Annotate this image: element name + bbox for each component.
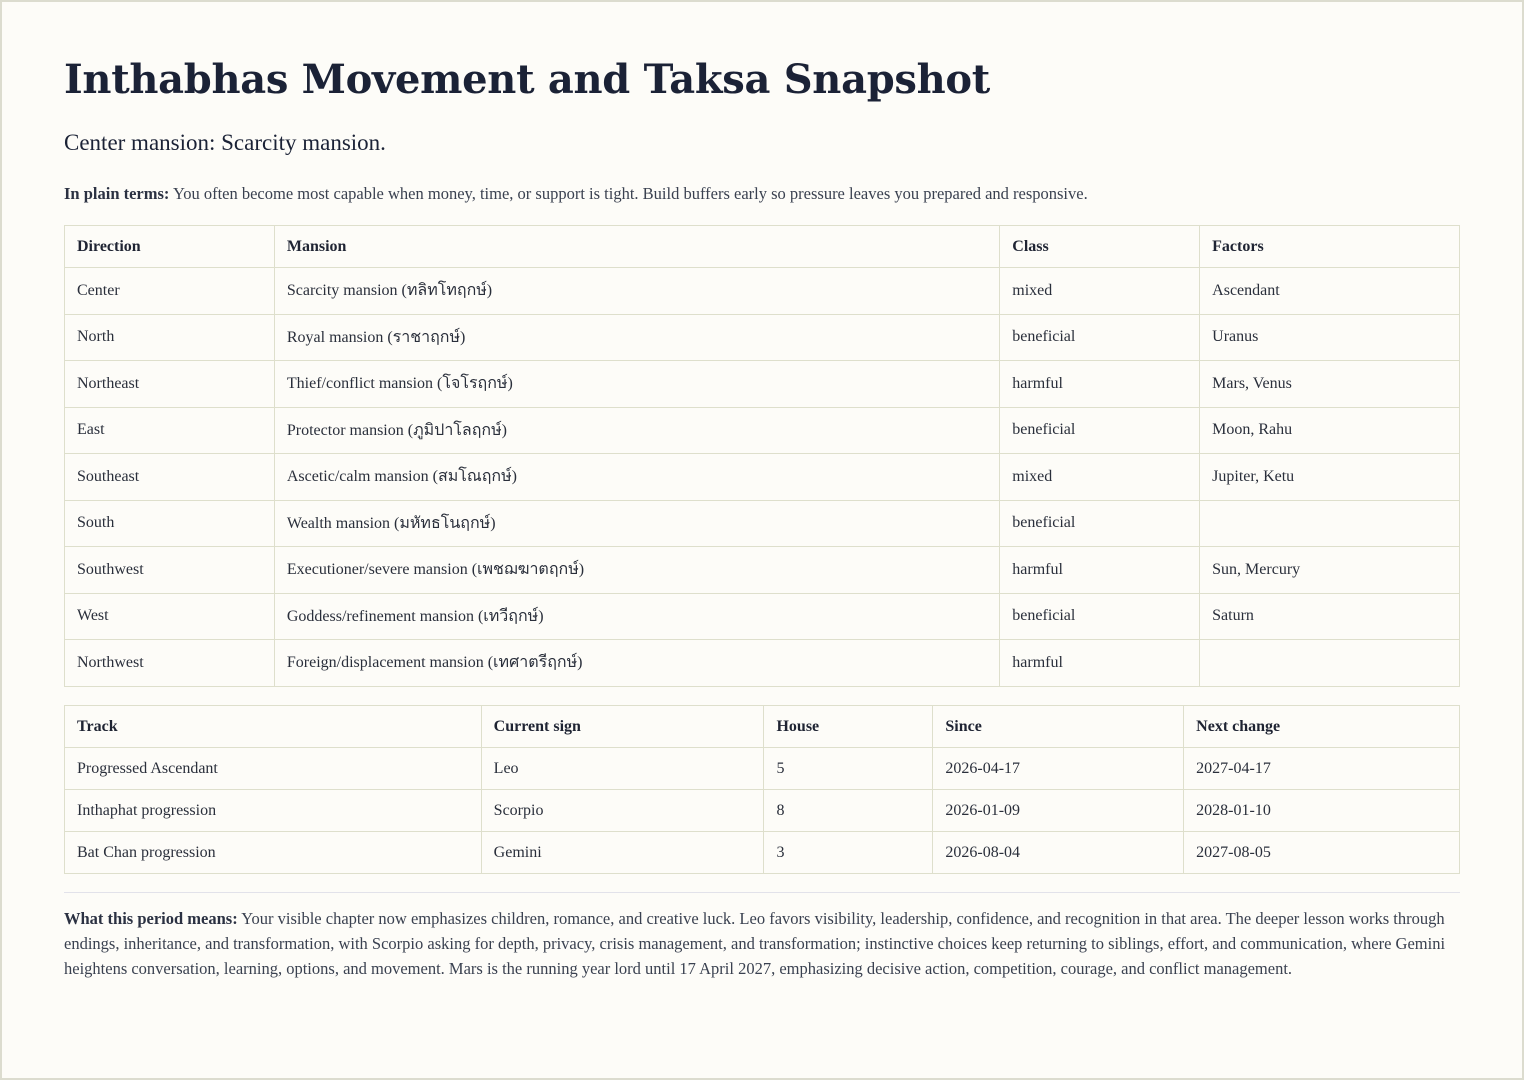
direction-cell: West bbox=[65, 593, 275, 640]
class-cell: beneficial bbox=[1000, 500, 1200, 547]
period-meaning-paragraph bbox=[64, 906, 1460, 981]
header-house: House bbox=[764, 706, 933, 748]
mansion-table bbox=[64, 225, 1460, 687]
direction-cell: Northwest bbox=[65, 640, 275, 687]
factors-cell: Ascendant bbox=[1200, 268, 1460, 315]
sign-cell: Scorpio bbox=[481, 790, 764, 832]
direction-cell: Center bbox=[65, 268, 275, 315]
table-row bbox=[65, 832, 1460, 874]
mansion-cell: Thief/conflict mansion (โจโรฤกษ์) bbox=[274, 361, 999, 408]
table-row bbox=[65, 547, 1460, 594]
class-cell: mixed bbox=[1000, 454, 1200, 501]
since-cell: 2026-01-09 bbox=[933, 790, 1184, 832]
class-cell: beneficial bbox=[1000, 314, 1200, 361]
table-row bbox=[65, 790, 1460, 832]
direction-cell: North bbox=[65, 314, 275, 361]
class-cell: beneficial bbox=[1000, 407, 1200, 454]
mansion-cell: Goddess/refinement mansion (เทวีฤกษ์) bbox=[274, 593, 999, 640]
direction-cell: South bbox=[65, 500, 275, 547]
mansion-cell: Scarcity mansion (ทลิทโทฤกษ์) bbox=[274, 268, 999, 315]
track-table-header bbox=[65, 706, 1460, 748]
period-meaning-text: Your visible chapter now emphasizes children, romance, and creative luck. Leo favors visibility, leadership, confidence, and recognition in that area. The deeper lesson works through endings, inheritance, and transformation, with Scorpio asking for depth, privacy, crisis management, and transformation; instinctive choices keep returning to siblings, effort, and communication, where Gemini heightens conversation, learning, options, and movement. Mars is the running year lord until 17 April 2027, emphasizing decisive action, competition, courage, and conflict management. bbox=[64, 909, 1446, 978]
house-cell: 8 bbox=[764, 790, 933, 832]
class-cell: beneficial bbox=[1000, 593, 1200, 640]
track-cell: Inthaphat progression bbox=[65, 790, 482, 832]
center-mansion-subtitle: Center mansion: Scarcity mansion. bbox=[64, 130, 386, 155]
table-row bbox=[65, 500, 1460, 547]
header-factors: Factors bbox=[1200, 226, 1460, 268]
house-cell: 5 bbox=[764, 748, 933, 790]
mansion-cell: Wealth mansion (มหัทธโนฤกษ์) bbox=[274, 500, 999, 547]
factors-cell: Saturn bbox=[1200, 593, 1460, 640]
class-cell: harmful bbox=[1000, 547, 1200, 594]
next-change-cell: 2027-04-17 bbox=[1184, 748, 1460, 790]
mansion-cell: Foreign/displacement mansion (เทศาตรีฤกษ์) bbox=[274, 640, 999, 687]
factors-cell: Sun, Mercury bbox=[1200, 547, 1460, 594]
direction-cell: Southeast bbox=[65, 454, 275, 501]
factors-cell: Mars, Venus bbox=[1200, 361, 1460, 408]
mansion-cell: Executioner/severe mansion (เพชฌฆาตฤกษ์) bbox=[274, 547, 999, 594]
next-change-cell: 2027-08-05 bbox=[1184, 832, 1460, 874]
sign-cell: Gemini bbox=[481, 832, 764, 874]
direction-cell: Northeast bbox=[65, 361, 275, 408]
factors-cell: Jupiter, Ketu bbox=[1200, 454, 1460, 501]
house-cell: 3 bbox=[764, 832, 933, 874]
plain-terms-label: In plain terms: bbox=[64, 184, 170, 203]
plain-terms-text: You often become most capable when money, time, or support is tight. Build buffers early so pressure leaves you prepared and responsive. bbox=[172, 184, 1088, 203]
mansion-cell: Protector mansion (ภูมิปาโลฤกษ์) bbox=[274, 407, 999, 454]
table-row bbox=[65, 454, 1460, 501]
factors-cell: Uranus bbox=[1200, 314, 1460, 361]
table-row bbox=[65, 593, 1460, 640]
progression-track-table bbox=[64, 705, 1460, 874]
section-divider bbox=[64, 892, 1460, 893]
next-change-cell: 2028-01-10 bbox=[1184, 790, 1460, 832]
table-row bbox=[65, 314, 1460, 361]
table-row bbox=[65, 407, 1460, 454]
class-cell: harmful bbox=[1000, 640, 1200, 687]
header-next-change: Next change bbox=[1184, 706, 1460, 748]
header-class: Class bbox=[1000, 226, 1200, 268]
header-track: Track bbox=[65, 706, 482, 748]
since-cell: 2026-08-04 bbox=[933, 832, 1184, 874]
table-row bbox=[65, 268, 1460, 315]
factors-cell: Moon, Rahu bbox=[1200, 407, 1460, 454]
mansion-cell: Ascetic/calm mansion (สมโณฤกษ์) bbox=[274, 454, 999, 501]
header-mansion: Mansion bbox=[274, 226, 999, 268]
factors-cell bbox=[1200, 640, 1460, 687]
plain-terms-summary bbox=[64, 184, 1088, 204]
mansion-table-header bbox=[65, 226, 1460, 268]
header-direction: Direction bbox=[65, 226, 275, 268]
track-cell: Progressed Ascendant bbox=[65, 748, 482, 790]
class-cell: mixed bbox=[1000, 268, 1200, 315]
mansion-cell: Royal mansion (ราชาฤกษ์) bbox=[274, 314, 999, 361]
period-meaning-label: What this period means: bbox=[64, 909, 238, 928]
track-cell: Bat Chan progression bbox=[65, 832, 482, 874]
direction-cell: East bbox=[65, 407, 275, 454]
factors-cell bbox=[1200, 500, 1460, 547]
table-row bbox=[65, 640, 1460, 687]
direction-cell: Southwest bbox=[65, 547, 275, 594]
table-row bbox=[65, 748, 1460, 790]
page-title: Inthabhas Movement and Taksa Snapshot bbox=[64, 56, 990, 103]
table-row bbox=[65, 361, 1460, 408]
since-cell: 2026-04-17 bbox=[933, 748, 1184, 790]
header-since: Since bbox=[933, 706, 1184, 748]
sign-cell: Leo bbox=[481, 748, 764, 790]
header-current-sign: Current sign bbox=[481, 706, 764, 748]
class-cell: harmful bbox=[1000, 361, 1200, 408]
